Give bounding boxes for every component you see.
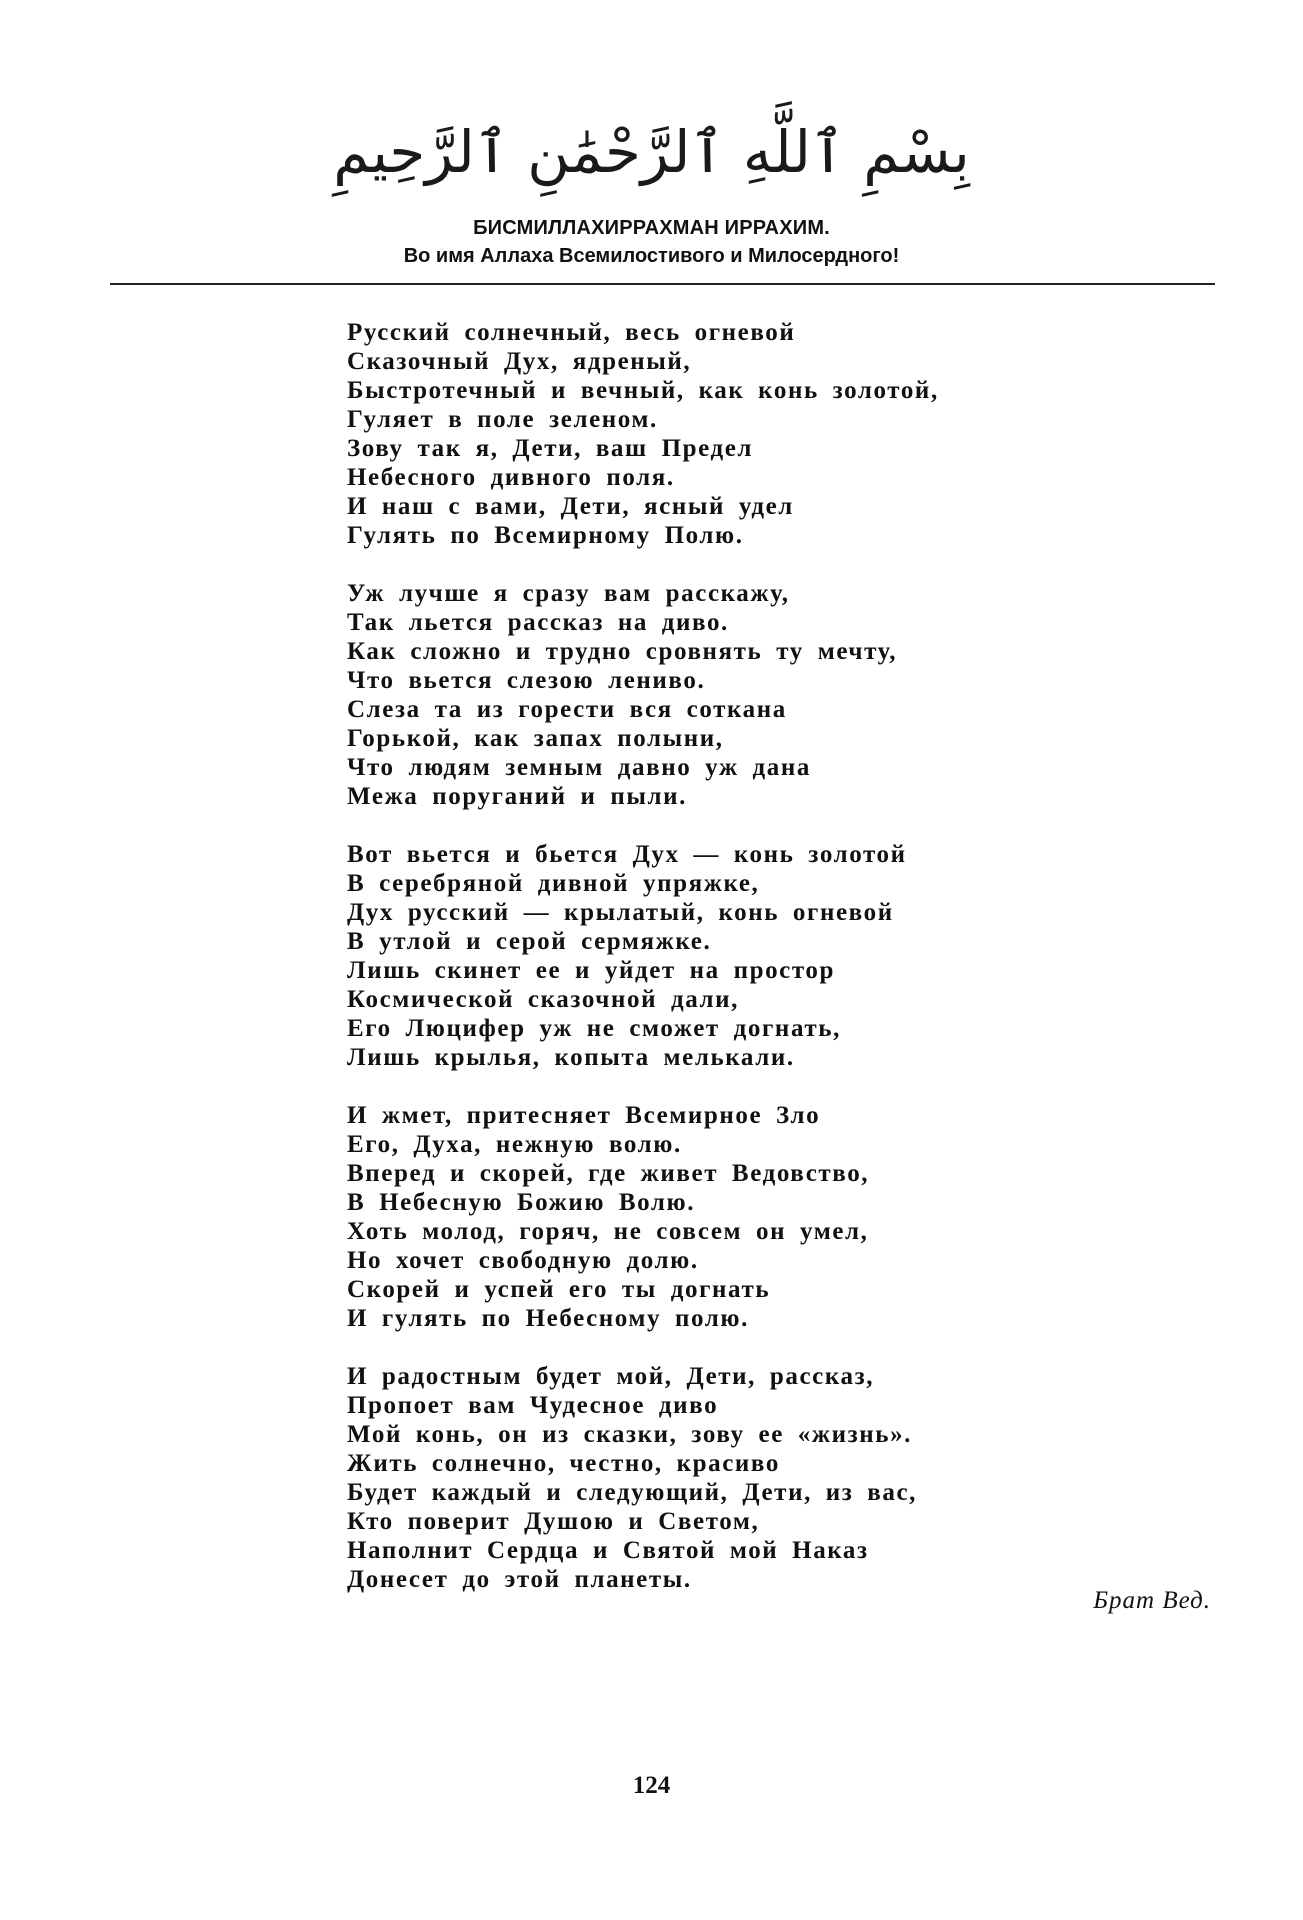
stanza-1 (347, 318, 1147, 550)
poem-line: Его Люцифер уж не сможет догнать, (347, 1015, 841, 1042)
page-number: 124 (632, 1772, 671, 1799)
poem-line: И наш с вами, Дети, ясный удел (347, 493, 794, 520)
stanza-5 (347, 1362, 1147, 1594)
poem-line: Лишь скинет ее и уйдет на простор (347, 957, 836, 984)
stanza-3 (347, 840, 1147, 1072)
poem-line: Скорей и успей его ты догнать (347, 1276, 771, 1303)
poem-line: Горькой, как запах полыни, (347, 725, 724, 752)
poem-line: Пропоет вам Чудесное диво (347, 1392, 719, 1419)
poem-line: И радостным будет мой, Дети, рассказ, (347, 1363, 875, 1390)
author-signature: Брат Вед. (1093, 1587, 1211, 1614)
poem-line: Сказочный Дух, ядреный, (347, 348, 692, 375)
poem-line: Донесет до этой планеты. (347, 1566, 692, 1593)
stanza-2 (347, 579, 1147, 811)
poem-line: Уж лучше я сразу вам расскажу, (347, 580, 790, 607)
poem-line: Дух русский — крылатый, конь огневой (347, 899, 894, 926)
poem-line: Вперед и скорей, где живет Ведовство, (347, 1160, 870, 1187)
poem-line: Так льется рассказ на диво. (347, 609, 729, 636)
poem-line: Небесного дивного поля. (347, 464, 675, 491)
poem-line: И гулять по Небесному полю. (347, 1305, 749, 1332)
basmala-transliteration: БИСМИЛЛАХИРРАХМАН ИРРАХИМ. (473, 217, 830, 239)
poem-line: Гулять по Всемирному Полю. (347, 522, 744, 549)
poem-line: Наполнит Сердца и Святой мой Наказ (347, 1537, 869, 1564)
stanza-4 (347, 1101, 1147, 1333)
poem-line: В серебряной дивной упряжке, (347, 870, 760, 897)
poem-line: Будет каждый и следующий, Дети, из вас, (347, 1479, 918, 1506)
poem-line: Жить солнечно, честно, красиво (347, 1450, 780, 1477)
poem-line: Лишь крылья, копыта мелькали. (347, 1044, 795, 1071)
poem-line: Что вьется слезою лениво. (347, 667, 706, 694)
basmala-translation: Во имя Аллаха Всемилостивого и Милосердного! (403, 245, 900, 267)
poem-line: Его, Духа, нежную волю. (347, 1131, 682, 1158)
poem-line: Зову так я, Дети, ваш Предел (347, 435, 754, 462)
poem-line: Гуляет в поле зеленом. (347, 406, 658, 433)
poem-line: Межа поруганий и пыли. (347, 783, 687, 810)
poem-line: Быстротечный и вечный, как конь золотой, (347, 377, 939, 404)
poem-line: Кто поверит Душою и Светом, (347, 1508, 760, 1535)
poem-line: Мой конь, он из сказки, зову ее «жизнь». (347, 1421, 913, 1448)
poem-line: И жмет, притесняет Всемирное Зло (347, 1102, 821, 1129)
poem-line: Космической сказочной дали, (347, 986, 740, 1013)
poem-line: Хоть молод, горяч, не совсем он умел, (347, 1218, 869, 1245)
poem-line: Вот вьется и бьется Дух — конь золотой (347, 841, 907, 868)
poem-line: Как сложно и трудно сровнять ту мечту, (347, 638, 898, 665)
poem-line: Русский солнечный, весь огневой (347, 319, 796, 346)
poem-line: Слеза та из горести вся соткана (347, 696, 787, 723)
poem-line: Что людям земным давно уж дана (347, 754, 811, 781)
poem-line: Но хочет свободную долю. (347, 1247, 699, 1274)
basmala-calligraphy: بِسْمِ ٱللَّهِ ٱلرَّحْمَٰنِ ٱلرَّحِيمِ (333, 118, 970, 186)
header-divider (110, 283, 1215, 285)
poem-line: В Небесную Божию Волю. (347, 1189, 696, 1216)
poem (347, 318, 1147, 1623)
poem-line: В утлой и серой сермяжке. (347, 928, 712, 955)
